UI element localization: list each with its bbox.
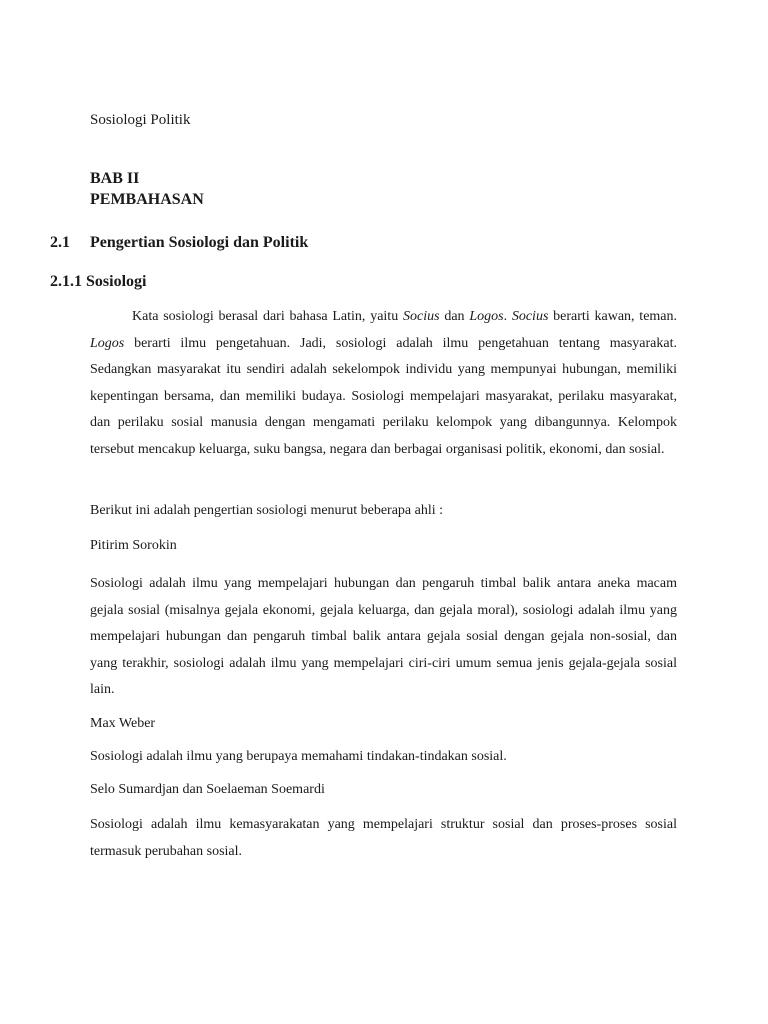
- experts-intro: Berikut ini adalah pengertian sosiologi menurut beberapa ahli :: [90, 503, 444, 518]
- intro-text: .: [503, 309, 512, 324]
- subsection-heading: [50, 273, 146, 291]
- intro-text: berarti ilmu pengetahuan. Jadi, sosiologi adalah ilmu pengetahuan tentang masyarakat. Sedangkan masyarakat itu sendiri adalah sekelompok individu yang mempunyai hubungan, memiliki kepentingan bersama, dan memiliki budaya. Sosiologi mempelajari masyarakat, perilaku masyarakat, dan perilaku sosial manusia dengan mengamati perilaku kelompok yang dibangunnya. Kelompok tersebut mencakup keluarga, suku bangsa, negara dan berbagai organisasi politik, ekonomi, dan sosial.: [90, 335, 677, 457]
- running-header: Sosiologi Politik: [90, 112, 191, 128]
- section-heading: [50, 234, 308, 252]
- subsection-title: Sosiologi: [86, 273, 147, 290]
- expert-definition: Sosiologi adalah ilmu kemasyarakatan yang mempelajari struktur sosial dan proses-proses sosial termasuk perubahan sosial.: [90, 817, 677, 859]
- expert-definition: Sosiologi adalah ilmu yang mempelajari hubungan dan pengaruh timbal balik antara aneka macam gejala sosial (misalnya gejala ekonomi, gejala keluarga, dan gejala moral), sosiologi adalah ilmu yang mempelajari hubungan dan pengaruh timbal balik antara gejala sosial dengan gejala non-sosial, dan yang terakhir, sosiologi adalah ilmu yang mempelajari ciri-ciri umum semua jenis gejala-gejala sosial lain.: [90, 576, 677, 698]
- section-number: 2.1: [50, 234, 70, 251]
- intro-paragraph: [90, 304, 677, 464]
- term-logos: Logos: [90, 335, 125, 351]
- expert-definition: Sosiologi adalah ilmu yang berupaya memahami tindakan-tindakan sosial.: [90, 749, 507, 764]
- term-socius: Socius: [402, 309, 440, 324]
- chapter-title: PEMBAHASAN: [90, 191, 204, 208]
- expert-name: Pitirim Sorokin: [90, 538, 177, 553]
- term-logos: Logos: [469, 309, 504, 324]
- expert-name: Max Weber: [90, 716, 156, 731]
- intro-text: Kata sosiologi berasal dari bahasa Latin, yaitu: [132, 309, 403, 324]
- subsection-number: 2.1.1: [50, 273, 82, 290]
- section-title: Pengertian Sosiologi dan Politik: [90, 234, 309, 251]
- term-socius: Socius: [511, 309, 549, 324]
- expert-name: Selo Sumardjan dan Soelaeman Soemardi: [90, 782, 325, 797]
- intro-text: berarti kawan, teman.: [548, 309, 678, 324]
- intro-text: dan: [439, 309, 470, 324]
- chapter-heading: [90, 168, 204, 210]
- chapter-number: BAB II: [90, 170, 140, 187]
